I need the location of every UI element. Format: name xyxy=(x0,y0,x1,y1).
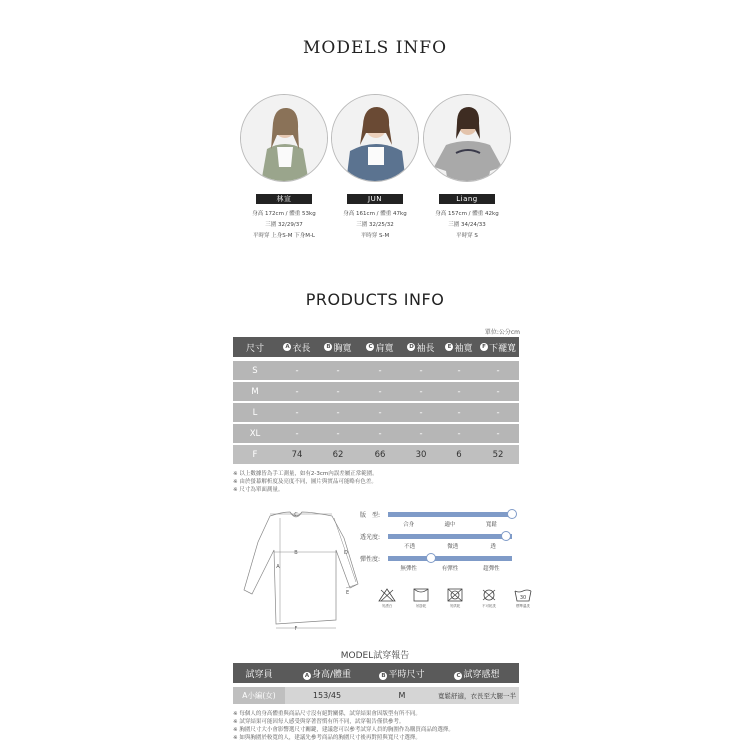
model-card-2 xyxy=(327,94,423,242)
scale-tick: 合身 xyxy=(403,522,415,528)
scale-bar xyxy=(388,512,512,517)
report-title: MODEL試穿報告 xyxy=(340,651,410,661)
garment-diagram xyxy=(232,508,372,633)
scale-tick: 微透 xyxy=(447,544,459,550)
size-cell: L xyxy=(252,407,258,418)
header-chest: B 胸寬 xyxy=(326,343,352,354)
value-cell: 30 xyxy=(415,449,427,460)
tester-name: A小編(女) xyxy=(233,687,285,704)
size-note: ※ 尺寸為單面測量。 xyxy=(233,487,284,493)
scale-knob xyxy=(507,509,517,519)
report-note: ※ 每個人的身高體重與商品尺寸沒有絕對關係，試穿結果會因版型有所不同。 xyxy=(233,711,421,717)
table-row xyxy=(233,361,519,380)
value-cell: - xyxy=(457,407,461,418)
products-title: PRODUCTS INFO xyxy=(305,290,445,309)
label-e: E xyxy=(346,590,350,596)
model-name-tag: JUN xyxy=(347,194,403,204)
scale-tick: 超彈性 xyxy=(483,566,500,572)
fabric-scales xyxy=(360,510,520,576)
wash-30-icon xyxy=(514,588,532,602)
value-cell: - xyxy=(336,428,340,439)
model-measurements: 三圍 32/25/32 xyxy=(356,222,394,228)
model-usual-size: 平時穿 S-M xyxy=(360,233,390,239)
model-height-weight: 身高 161cm / 體重 47kg xyxy=(343,211,407,217)
fit-scale xyxy=(360,510,520,532)
value-cell: - xyxy=(457,428,461,439)
opacity-scale xyxy=(360,532,520,554)
label-d: D xyxy=(344,550,348,556)
size-table xyxy=(233,337,519,466)
care-label: 勿漂白 xyxy=(381,604,393,608)
size-note: ※ 由於螢幕解析度及亮度不同，圖片與實品可能略有色差。 xyxy=(233,479,377,485)
line-dry-icon xyxy=(413,588,429,602)
label-c: C xyxy=(294,512,298,518)
care-item xyxy=(440,588,470,609)
model-photo xyxy=(240,94,328,182)
badge-b: B xyxy=(326,344,331,350)
model-usual-size: 平時穿 上身S-M 下身M-L xyxy=(252,233,315,239)
report-note: ※ 試穿結果可能因每人感受與穿著習慣有所不同，試穿報告僅供參考。 xyxy=(233,719,405,725)
value-cell: - xyxy=(378,386,382,397)
value-cell: - xyxy=(336,386,340,397)
no-bleach-icon xyxy=(378,588,396,602)
size-cell: M xyxy=(251,386,259,397)
no-tumble-dry-icon xyxy=(447,588,463,602)
size-cell: S xyxy=(252,365,258,376)
label-b: B xyxy=(294,550,298,556)
scale-tick: 透 xyxy=(490,544,496,550)
report-note: ※ 胸圍尺寸大小會影響選尺寸關鍵，建議您可以參考試穿人員的胸圍作為購買商品的選擇。 xyxy=(233,727,454,733)
badge-f: F xyxy=(480,343,488,351)
care-label: 吊掛乾 xyxy=(415,604,427,608)
value-cell: - xyxy=(378,407,382,418)
model-measurements: 三圍 34/24/33 xyxy=(448,222,486,228)
value-cell: - xyxy=(419,428,423,439)
value-cell: - xyxy=(295,386,299,397)
badge-c: C xyxy=(368,344,373,350)
scale-tick: 無彈性 xyxy=(400,566,417,572)
value-cell: - xyxy=(295,407,299,418)
label-f: F xyxy=(294,626,298,632)
label-a: A xyxy=(276,564,280,570)
value-cell: - xyxy=(295,365,299,376)
care-label: 標準溫洗 xyxy=(516,604,530,608)
scale-bar xyxy=(388,534,512,539)
header-sleeve-width: E 袖寬 xyxy=(441,341,477,354)
header-shoulder: C 肩寬 xyxy=(368,343,394,354)
tester-usual-size: M xyxy=(398,691,406,700)
scale-tick: 寬鬆 xyxy=(485,522,497,528)
value-cell: 74 xyxy=(291,449,303,460)
elasticity-scale xyxy=(360,554,520,576)
value-cell: - xyxy=(378,428,382,439)
badge-b: B xyxy=(381,672,386,679)
model-report-table xyxy=(233,663,519,704)
size-notes xyxy=(233,470,378,494)
value-cell: - xyxy=(496,428,500,439)
value-cell: 6 xyxy=(456,449,462,460)
header-hem-width: F 下襬寬 xyxy=(477,341,519,354)
model-photo xyxy=(423,94,511,182)
value-cell: 62 xyxy=(332,449,344,460)
value-cell: - xyxy=(496,407,500,418)
value-cell: - xyxy=(496,386,500,397)
scale-tick: 有彈性 xyxy=(441,566,459,572)
no-dry-clean-icon xyxy=(481,588,497,602)
table-row xyxy=(233,382,519,401)
model-card-1 xyxy=(236,94,332,242)
size-table-header xyxy=(233,337,519,357)
scale-label: 彈性度: xyxy=(360,556,381,563)
tester-height-weight: 153/45 xyxy=(312,691,342,700)
value-cell: - xyxy=(336,407,340,418)
size-cell: XL xyxy=(249,428,261,439)
report-row xyxy=(233,687,519,704)
header-length: A 衣長 xyxy=(285,343,311,354)
value-cell: - xyxy=(457,386,461,397)
value-cell: - xyxy=(336,365,340,376)
model-measurements: 三圍 32/29/37 xyxy=(265,222,303,228)
report-notes xyxy=(233,710,454,742)
value-cell: - xyxy=(496,365,500,376)
header-tester: 試穿員 xyxy=(245,669,273,680)
care-label: 不可乾洗 xyxy=(482,604,496,608)
scale-tick: 不透 xyxy=(404,544,416,550)
value-cell: 52 xyxy=(492,449,504,460)
table-row xyxy=(233,424,519,443)
badge-a: A xyxy=(285,344,290,350)
value-cell: - xyxy=(419,407,423,418)
report-note: ※ 如與胸圍於較寬的人，建議先參考商品的胸圍尺寸後再對照與寬尺寸選擇。 xyxy=(233,735,421,741)
wash-temp: 30 xyxy=(519,595,527,601)
model-photo xyxy=(331,94,419,182)
care-item xyxy=(372,588,402,609)
size-cell: F xyxy=(252,449,258,460)
report-header xyxy=(233,663,519,683)
value-cell: - xyxy=(457,365,461,376)
header-height-weight: A 身高/體重 xyxy=(304,669,352,680)
care-item xyxy=(406,588,436,609)
badge-a: A xyxy=(304,672,310,679)
badge-e: E xyxy=(445,343,453,351)
value-cell: - xyxy=(419,365,423,376)
model-card-3 xyxy=(419,94,515,242)
model-height-weight: 身高 157cm / 體重 42kg xyxy=(435,211,499,217)
header-sleeve-length: D 袖長 xyxy=(409,343,435,354)
scale-bar xyxy=(388,556,512,561)
header-usual-size: B 平時尺寸 xyxy=(381,669,425,680)
model-usual-size: 平時穿 S xyxy=(456,233,478,239)
models-title: MODELS INFO xyxy=(302,38,448,58)
tester-feedback: 寬鬆舒適，衣長至大腿一半 xyxy=(438,692,516,700)
value-cell: - xyxy=(419,386,423,397)
care-instructions xyxy=(372,588,538,609)
value-cell: - xyxy=(295,428,299,439)
table-row xyxy=(233,445,519,464)
header-size: 尺寸 xyxy=(245,343,264,354)
scale-label: 版 型: xyxy=(360,512,381,519)
value-cell: - xyxy=(378,365,382,376)
unit-label: 單位:公分cm xyxy=(484,329,520,336)
care-item xyxy=(474,588,504,609)
badge-c: C xyxy=(456,672,461,679)
badge-d: D xyxy=(409,344,414,350)
header-feedback: C 試穿感想 xyxy=(456,669,500,680)
scale-knob xyxy=(426,553,436,563)
care-item xyxy=(508,588,538,609)
model-name-tag: 林宣 xyxy=(256,194,312,204)
care-label: 勿烘乾 xyxy=(449,604,461,608)
scale-knob xyxy=(501,531,511,541)
size-note: ※ 以上數據皆為手工測量，如有2-3cm內誤差屬正常範圍。 xyxy=(233,471,378,477)
scale-tick: 適中 xyxy=(444,522,456,528)
model-height-weight: 身高 172cm / 體重 53kg xyxy=(252,211,316,217)
model-name-tag: Liang xyxy=(439,194,495,204)
value-cell: 66 xyxy=(374,449,386,460)
table-row xyxy=(233,403,519,422)
scale-label: 透光度: xyxy=(360,534,381,541)
